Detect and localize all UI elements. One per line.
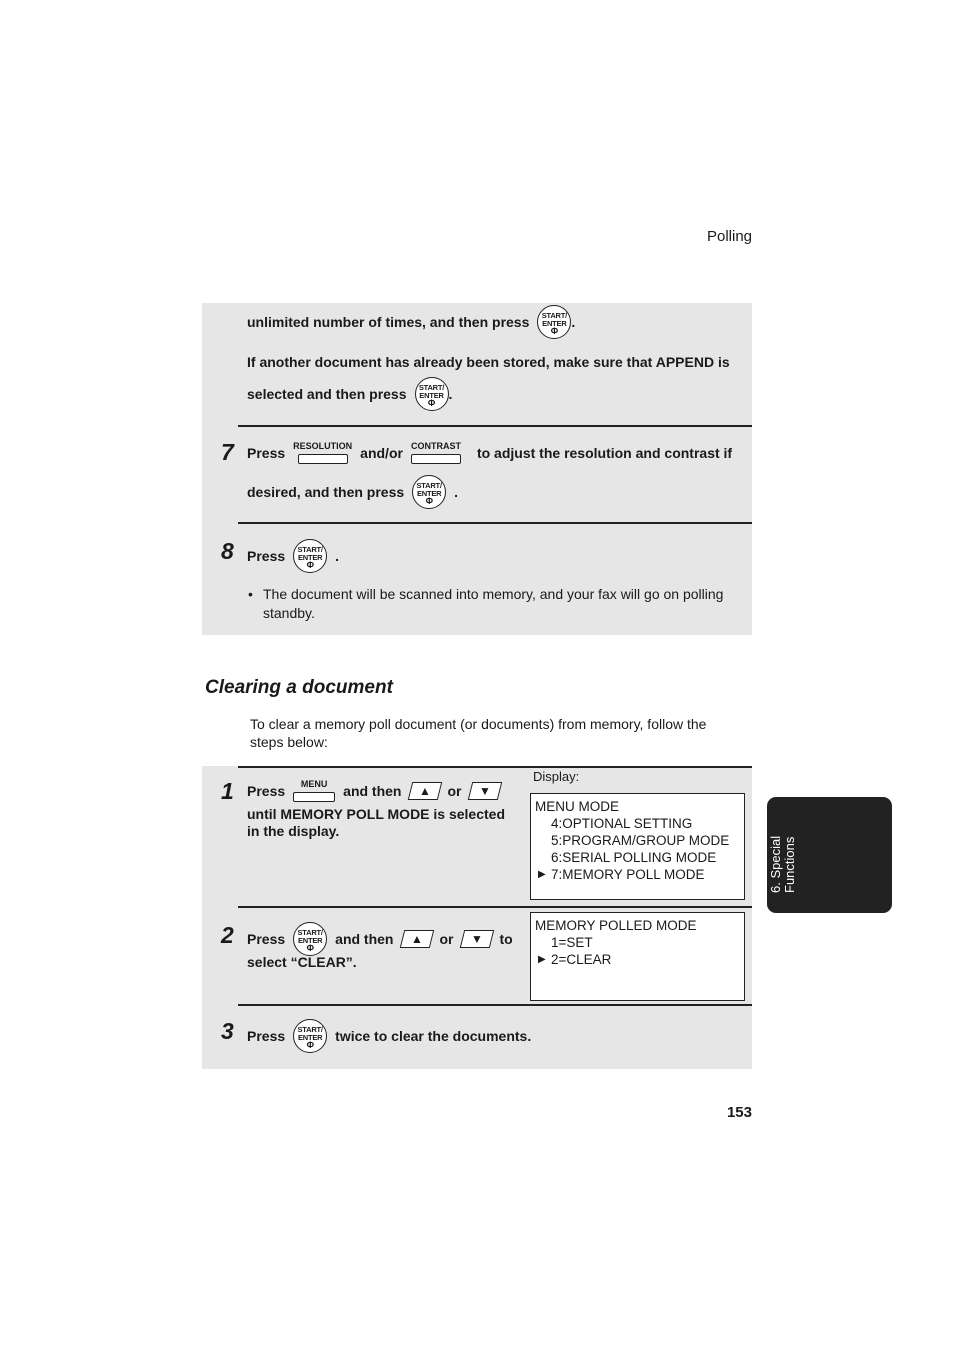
- text: and then: [343, 782, 402, 799]
- chapter-side-tab: [767, 797, 892, 913]
- step-7-line-1: [247, 441, 732, 464]
- text: Press: [247, 548, 286, 564]
- lcd-item: 5:PROGRAM/GROUP MODE: [551, 833, 730, 848]
- text: selected and then press: [247, 386, 407, 402]
- start-enter-key-icon: START/ ENTER Φ: [293, 539, 327, 573]
- text: .: [448, 386, 453, 402]
- text: and/or: [360, 444, 403, 461]
- continued-line-1: [247, 305, 575, 339]
- bullet-icon: •: [248, 586, 253, 602]
- step-8-note-line-2: standby.: [263, 605, 315, 621]
- lcd-title: MENU MODE: [535, 799, 619, 814]
- lcd-item-selected: [535, 866, 744, 883]
- chapter-tab-label: [769, 803, 797, 893]
- start-enter-key-icon: START/ ENTER Φ: [412, 475, 446, 509]
- lcd-display-menu-mode: [530, 793, 745, 900]
- start-enter-key-icon: START/ ENTER Φ: [415, 377, 449, 411]
- lcd-item: 1=SET: [551, 935, 593, 950]
- up-arrow-key-icon: ▲: [399, 930, 433, 948]
- intro-line-1: To clear a memory poll document (or documents) from memory, follow the: [250, 716, 707, 732]
- text: .: [454, 484, 459, 500]
- text: 2=CLEAR: [551, 952, 612, 967]
- step-divider: [238, 1004, 752, 1006]
- text: .: [571, 314, 576, 330]
- lcd-title: MEMORY POLLED MODE: [535, 918, 697, 933]
- step-number-2: 2: [221, 922, 234, 948]
- text: .: [335, 548, 340, 564]
- resolution-key-icon: RESOLUTION: [293, 441, 352, 464]
- pointer-icon: ▶: [538, 954, 546, 965]
- text: Press: [247, 931, 286, 947]
- step-divider: [238, 425, 752, 427]
- step-7-line-2: [247, 475, 458, 509]
- step-divider: [238, 906, 752, 908]
- pointer-icon: ▶: [538, 869, 546, 880]
- text: or: [447, 782, 462, 799]
- step-number-8: 8: [221, 538, 234, 564]
- lcd-item: 4:OPTIONAL SETTING: [551, 816, 693, 831]
- page-number: 153: [726, 1104, 752, 1121]
- step-number-1: 1: [221, 778, 234, 804]
- step-number-7: 7: [221, 439, 234, 465]
- intro-line-2: steps below:: [250, 734, 328, 750]
- lcd-display-memory-polled-mode: [530, 912, 745, 1001]
- down-arrow-key-icon: ▼: [467, 782, 501, 800]
- text: twice to clear the documents.: [335, 1028, 532, 1044]
- text: Press: [247, 782, 286, 799]
- step-divider: [238, 522, 752, 524]
- start-enter-key-icon: START/ ENTER Φ: [293, 1019, 327, 1053]
- step-number-3: 3: [221, 1018, 234, 1044]
- text: desired, and then press: [247, 484, 405, 500]
- display-label: Display:: [533, 769, 580, 784]
- panel-top-rule: [238, 766, 752, 768]
- down-arrow-key-icon: ▼: [459, 930, 493, 948]
- text: Press: [247, 444, 286, 461]
- lcd-item: 6:SERIAL POLLING MODE: [551, 850, 717, 865]
- running-header: Polling: [706, 228, 752, 245]
- text: to adjust the resolution and contrast if: [476, 444, 733, 461]
- menu-key-icon: MENU: [293, 779, 335, 802]
- text: Functions: [782, 836, 797, 893]
- step-3-line-1: [247, 1019, 531, 1053]
- text: to: [499, 931, 513, 947]
- section-title: Clearing a document: [205, 677, 393, 698]
- up-arrow-key-icon: ▲: [407, 782, 441, 800]
- text: 7:MEMORY POLL MODE: [551, 867, 705, 882]
- step-8-line-1: [247, 539, 339, 573]
- step-1-line-1: [247, 779, 500, 802]
- text: Press: [247, 1028, 286, 1044]
- text: unlimited number of times, and then press: [247, 314, 530, 330]
- step-1-line-3: in the display.: [247, 823, 340, 839]
- continued-line-2: If another document has already been stored, make sure that APPEND is: [247, 354, 730, 370]
- start-enter-key-icon: START/ ENTER Φ: [537, 305, 571, 339]
- start-enter-key-icon: START/ ENTER Φ: [293, 922, 327, 956]
- step-2-line-2: select “CLEAR”.: [247, 954, 357, 970]
- contrast-key-icon: CONTRAST: [411, 441, 461, 464]
- text: and then: [335, 931, 394, 947]
- step-1-line-2: until MEMORY POLL MODE is selected: [247, 806, 506, 822]
- text: or: [439, 931, 454, 947]
- step-8-note-line-1: The document will be scanned into memory, and your fax will go on polling: [263, 586, 724, 602]
- text: 6. Special: [768, 835, 783, 893]
- continued-line-3: [247, 377, 452, 411]
- step-2-line-1: [247, 922, 513, 956]
- lcd-item-selected: [535, 951, 744, 968]
